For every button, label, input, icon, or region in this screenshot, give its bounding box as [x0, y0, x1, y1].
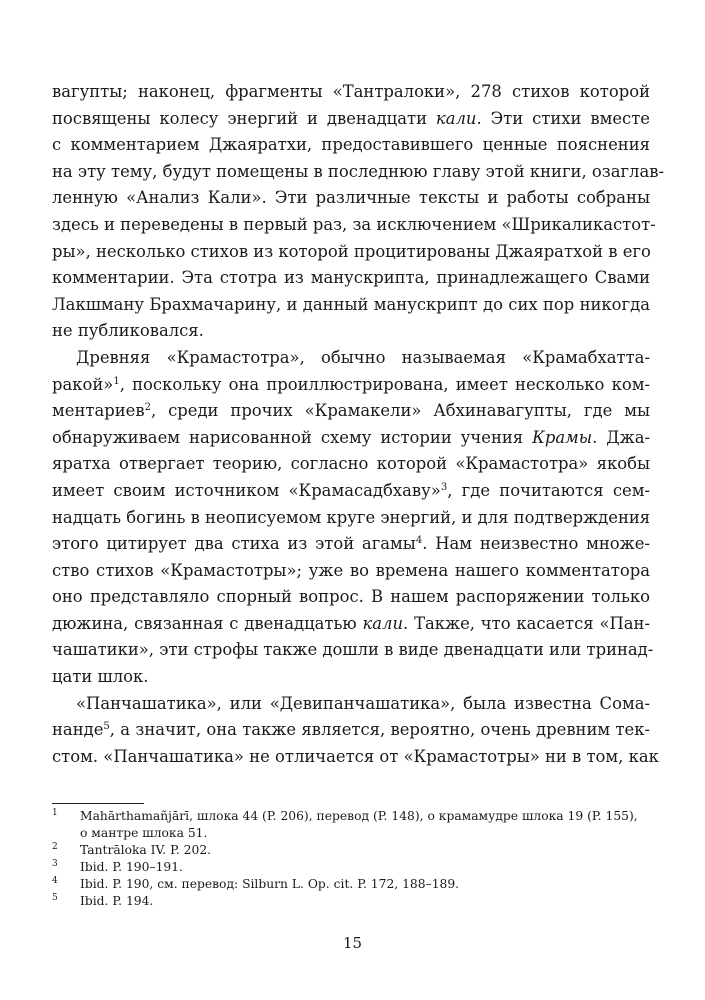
footnote-line	[52, 876, 650, 893]
footnote-text: о мантре шлока 51.	[80, 825, 208, 840]
text-line: с комментарием Джаяратхи, предоставившего ценные пояснения	[52, 135, 650, 155]
footnote-ref: 5	[103, 721, 110, 733]
text-line	[52, 425, 650, 452]
text-run: . Также, что касается «Пан-	[403, 613, 651, 633]
text-run: . Эти стихи вместе	[476, 108, 650, 128]
text-line: на эту тему, будут помещены в последнюю главу этой книги, озаглав-	[52, 161, 665, 181]
text-line	[52, 611, 650, 638]
text-run: , где почитаются сем-	[447, 480, 650, 500]
text-line	[52, 717, 650, 744]
footnote-number: 3	[52, 858, 58, 869]
text-line: оно представляло спорный вопрос. В нашем распоряжении только	[52, 587, 650, 607]
text-line	[52, 372, 650, 399]
text-line: не публиковался.	[52, 321, 204, 341]
footnote-line	[52, 893, 650, 910]
footnote-line	[52, 808, 650, 825]
italic-term: кали	[435, 108, 477, 128]
text-line: здесь и переведены в первый раз, за исключением «Шрикаликастот-	[52, 214, 656, 234]
footnote-text: Ibid. P. 190–191.	[80, 859, 183, 874]
footnote-line	[52, 825, 650, 842]
footnote-number: 1	[52, 808, 58, 818]
text-line: комментарии. Эта стотра из манускрипта, принадлежащего Свами	[52, 268, 650, 288]
text-run: дюжина, связанная с двенадцатью	[52, 613, 363, 633]
text-run: , поскольку она проиллюстрирована, имеет несколько ком-	[119, 374, 650, 394]
text-line: ры», несколько стихов из которой процитированы Джаяратхой в его	[52, 241, 651, 261]
italic-term: кали	[362, 613, 404, 633]
footnote-number: 5	[52, 892, 58, 903]
footnote-line	[52, 842, 650, 859]
text-run: этого цитирует два стиха из этой агамы	[52, 534, 416, 554]
footnote-text: Ibid. P. 194.	[80, 893, 154, 908]
footnote-ref: 1	[113, 375, 120, 387]
footnote-ref: 2	[144, 402, 151, 414]
footnote-text: Mahārthamañjārī, шлока 44 (P. 206), перевод (P. 148), о крамамудре шлока 19 (P. 155),	[80, 809, 638, 823]
text-run: имеет своим источником «Крамасадбхаву»	[52, 480, 441, 500]
text-line	[52, 106, 650, 133]
footnote-text: Tantrāloka IV. P. 202.	[80, 842, 212, 857]
text-run: нанде	[52, 720, 104, 740]
text-line: стом. «Панчашатика» не отличается от «Крамастотры» ни в том, как	[52, 746, 659, 766]
text-run: посвящены колесу энергий и двенадцати	[52, 108, 436, 128]
text-line: вагупты; наконец, фрагменты «Тантралоки», 278 стихов которой	[52, 82, 650, 101]
text-line: Древняя «Крамастотра», обычно называемая «Крамабхатта-	[76, 347, 650, 367]
footnote-number: 2	[52, 841, 58, 852]
footnotes	[52, 808, 650, 909]
footnote-separator	[52, 803, 144, 804]
text-line: чашатики», эти строфы также дошли в виде двенадцати или тринад-	[52, 640, 654, 660]
page-number: 15	[342, 934, 363, 952]
footnote-ref: 3	[440, 481, 448, 493]
footnote-line	[52, 859, 650, 876]
text-line	[52, 398, 650, 425]
text-line: Лакшману Брахмачарину, и данный манускрипт до сих пор никогда	[52, 294, 650, 314]
footnote-text: Ibid. P. 190, см. перевод: Silburn L. Op. cit. P. 172, 188–189.	[80, 876, 460, 891]
text-run: . Джа-	[592, 427, 651, 447]
footnote-ref: 4	[415, 535, 423, 547]
text-line: ленную «Анализ Кали». Эти различные тексты и работы собраны	[52, 188, 650, 208]
text-run: , а значит, она также является, вероятно, очень древним тек-	[109, 720, 650, 740]
text-line: «Панчашатика», или «Девипанчашатика», была известна Сома-	[76, 693, 650, 713]
text-line: ство стихов «Крамастотры»; уже во времена нашего комментатора	[52, 560, 650, 580]
text-line: цати шлок.	[52, 667, 149, 687]
main-text	[52, 79, 665, 770]
text-run: ментариев	[52, 401, 145, 421]
text-run: ракой»	[52, 374, 114, 394]
text-run: , среди прочих «Крамакели» Абхинавагупты, где мы	[150, 401, 650, 421]
footnote-number: 4	[52, 875, 58, 886]
text-line	[52, 531, 650, 558]
italic-term: Крамы	[532, 427, 593, 447]
text-run: . Нам неизвестно множе-	[422, 534, 650, 554]
text-run: обнаруживаем нарисованной схему истории учения	[52, 427, 533, 447]
text-line: надцать богинь в неописуемом круге энергий, и для подтверждения	[52, 507, 651, 527]
text-line: яратха отвергает теорию, согласно которой «Крамастотра» якобы	[52, 454, 650, 474]
text-line	[52, 478, 650, 505]
